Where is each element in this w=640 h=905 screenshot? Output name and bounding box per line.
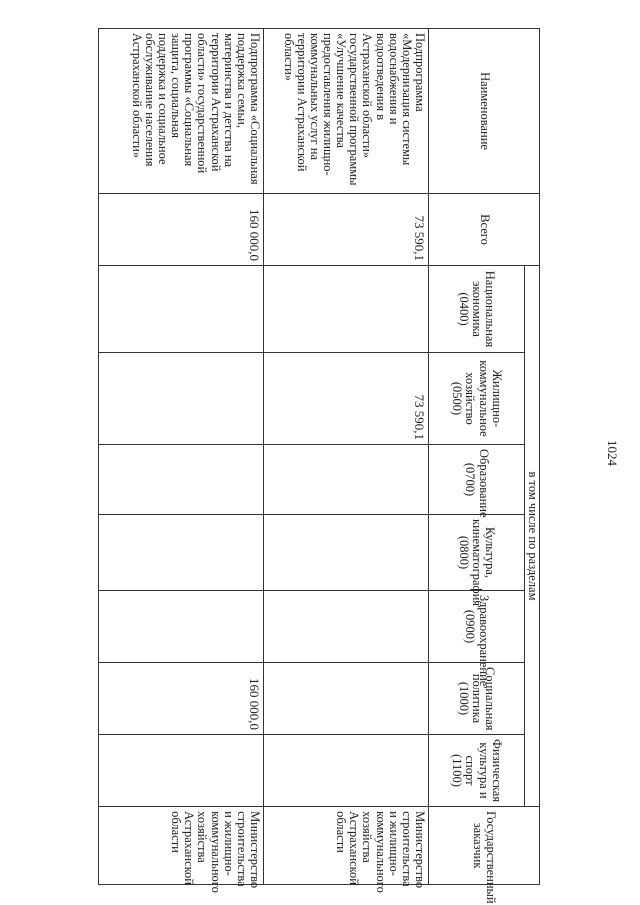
row-section-value [264, 735, 429, 807]
page-number: 1024 [605, 440, 620, 466]
row-section-value: 160 000,0 [99, 663, 264, 735]
row-section-value [264, 266, 429, 353]
header-section: Национальная экономика (0400) [429, 266, 525, 353]
header-name: Наименование [429, 29, 540, 194]
header-section: Физическая культура и спорт (1100) [429, 735, 525, 807]
budget-table [98, 28, 540, 904]
table-row [99, 29, 264, 885]
table-row [264, 29, 429, 885]
row-section-value [99, 353, 264, 445]
row-section-value [99, 515, 264, 591]
row-section-value [99, 445, 264, 515]
row-section-value [99, 266, 264, 353]
row-total: 160 000,0 [99, 194, 264, 266]
row-customer: Министерство строительства и жилищно-коммунального хозяйства Астраханской области [99, 807, 264, 885]
row-total: 73 590,1 [264, 194, 429, 266]
header-customer: Государственный заказчик [429, 807, 540, 885]
header-section: Жилищно-коммунальное хозяйство (0500) [429, 353, 525, 445]
row-name: Подпрограмма «Социальная поддержка семьи, материнства и детства на территории Астраханской области» государственной программы «Социальная защита, социальная поддержка и социальное обслуживание населения Астраханской области» [99, 29, 264, 194]
header-section: Здравоохранение (0900) [429, 591, 525, 663]
header-section: Культура, кинематография (0800) [429, 515, 525, 591]
row-name: Подпрограмма «Модернизация системы водоснабжения и водоотведения в Астраханской области» государственной программы «Улучшение качества предоставления жилищно-коммунальных услуг на территории Астраханской области» [264, 29, 429, 194]
header-total: Всего [429, 194, 540, 266]
row-section-value [99, 591, 264, 663]
header-sections-group: в том числе по разделам [525, 266, 540, 807]
row-section-value [264, 591, 429, 663]
header-section: Образование (0700) [429, 445, 525, 515]
rotated-table-wrapper [98, 28, 540, 904]
row-section-value [264, 515, 429, 591]
row-section-value [99, 735, 264, 807]
row-section-value [264, 445, 429, 515]
row-customer: Министерство строительства и жилищно-коммунального хозяйства Астраханской области [264, 807, 429, 885]
header-row [525, 29, 540, 885]
row-section-value: 73 590,1 [264, 353, 429, 445]
header-section: Социальная политика (1000) [429, 663, 525, 735]
row-section-value [264, 663, 429, 735]
